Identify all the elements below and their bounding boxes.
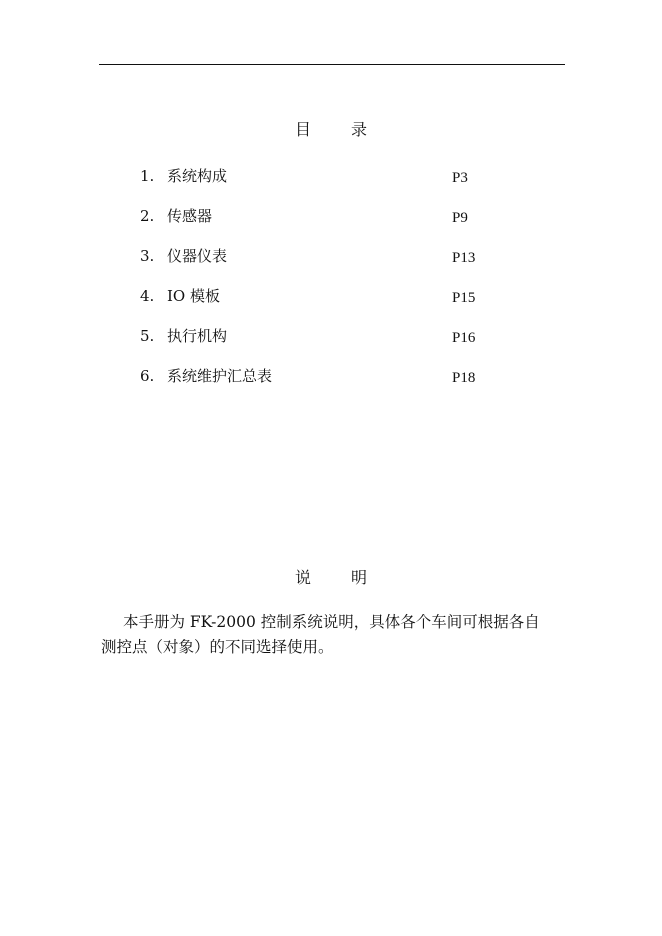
toc-entry-page: P13 bbox=[452, 250, 476, 266]
toc-entry[interactable] bbox=[140, 326, 500, 366]
toc-entry-label: IO 模板 bbox=[167, 287, 220, 305]
toc-entry-label: 传感器 bbox=[167, 207, 213, 225]
toc-entry-page: P16 bbox=[452, 330, 476, 346]
toc-entry-number: 4. bbox=[140, 287, 155, 305]
notes-title: 说明 bbox=[294, 568, 407, 587]
toc-entry-label: 执行机构 bbox=[167, 327, 228, 345]
toc-entry[interactable] bbox=[140, 366, 500, 406]
toc-entry-number: 6. bbox=[140, 367, 155, 385]
toc-entry-label: 系统维护汇总表 bbox=[167, 367, 273, 385]
toc-list bbox=[140, 166, 500, 406]
toc-entry-number: 2. bbox=[140, 207, 155, 225]
notes-body: 本手册为 FK-2000 控制系统说明，具体各个车间可根据各自测控点（对象）的不同选择使用。 bbox=[101, 613, 540, 656]
header-rule bbox=[99, 64, 565, 65]
toc-entry-number: 5. bbox=[140, 327, 155, 345]
toc-entry[interactable] bbox=[140, 166, 500, 206]
toc-entry-page: P18 bbox=[452, 370, 476, 386]
toc-entry-page: P3 bbox=[452, 170, 468, 186]
toc-entry-label: 仪器仪表 bbox=[167, 247, 228, 265]
toc-entry-number: 1. bbox=[140, 167, 155, 185]
toc-entry[interactable] bbox=[140, 246, 500, 286]
toc-entry[interactable] bbox=[140, 286, 500, 326]
toc-entry-page: P9 bbox=[452, 210, 468, 226]
toc-entry-label: 系统构成 bbox=[167, 167, 228, 185]
toc-entry-number: 3. bbox=[140, 247, 155, 265]
toc-title: 目录 bbox=[294, 120, 407, 139]
toc-entry[interactable] bbox=[140, 206, 500, 246]
toc-entry-page: P15 bbox=[452, 290, 476, 306]
